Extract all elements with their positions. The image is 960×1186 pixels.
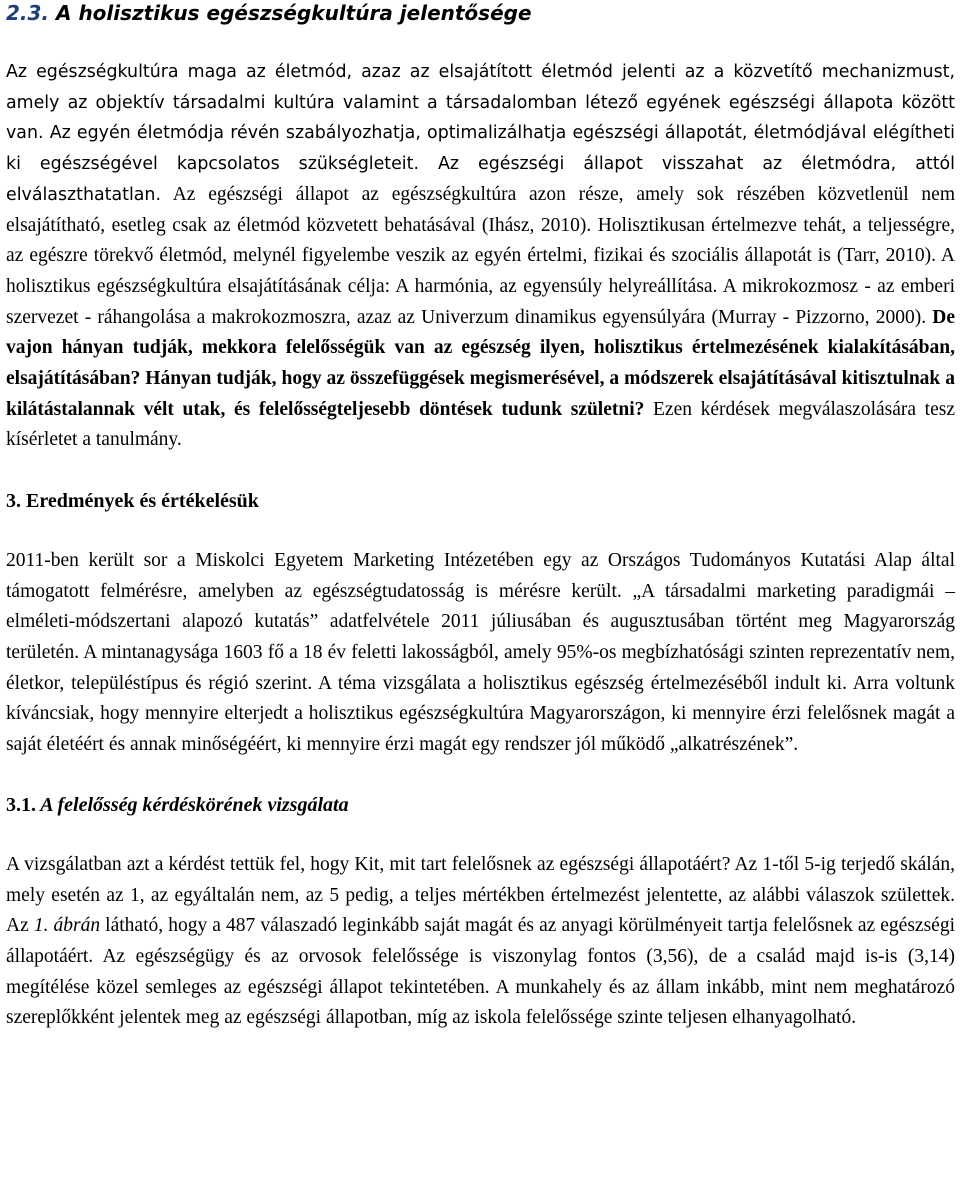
figure-reference[interactable]: 1. ábrán [33, 915, 101, 937]
paragraph-text-before: A vizsgálatban azt a kérdést tettük fel, hogy Kit, mit tart felelősnek az egészségi állapotáért? Az 1-től 5-ig terjedő skálán, mely esetén az 1, az egyáltalán nem, az 5 pedig, a teljes mértékben értelmezést jelentette, az alábbi válaszok születtek. Az [6, 854, 955, 937]
paragraph-sans-text: Az egészségkultúra maga az életmód, azaz az elsajátított életmód jelenti az a közvetítő mechanizmust, amely az objektív társadalmi kultúra valamint a társadalomban létező egyének egészségi állapota között van. Az egyén életmódja révén szabályozhatja, optimalizálhatja egészségi állapotát, életmódjával elégítheti ki egészségével kapcsolatos szükségleteit. Az egészségi állapot visszahat az életmódra, attól elválaszthatatlan. [6, 62, 955, 205]
paragraph-serif-text: Az egészségi állapot az egészségkultúra azon része, amely sok részében közvetlenül nem elsajátítható, esetleg csak az életmód közvetett behatásával (Ihász, 2010). Holisztikusan értelmezve tehát, a teljességre, az egészre törekvő életmód, melynél figyelembe veszik az egyén értelmi, fizikai és szociális állapotát is (Tarr, 2010). A holisztikus egészségkultúra elsajátításának célja: A harmónia, az egyensúly helyreállítása. A mikrokozmosz - az emberi szervezet - ráhangolása a makrokozmoszra, azaz az Univerzum dinamikus egyensúlyára (Murray - Pizzorno, 2000). [6, 183, 955, 328]
paragraph-bold-questions: De vajon hányan tudják, mekkora felelősségük van az egészség ilyen, holisztikus értelmezésének kialakításában, elsajátításában? Hányan tudják, hogy az összefüggések megismerésével, a módszerek elsajátításával kitisztulnak a kilátástalannak vélt utak, és felelősségteljesebb döntések tudunk születni? [6, 306, 955, 420]
section-heading-3 [6, 486, 955, 516]
section-number: 2.3. [6, 1, 50, 25]
section-title: A felelősség kérdéskörének vizsgálata [40, 794, 349, 817]
section-number: 3.1. [6, 794, 36, 817]
paragraph-survey-description: 2011-ben került sor a Miskolci Egyetem Marketing Intézetében egy az Országos Tudományos Kutatási Alap által támogatott felmérésre, amelyben az egészségtudatosság is mérésre került. „A társadalmi marketing paradigmái – elméleti-módszertani alapozó kutatás” adatfelvétele 2011 júliusában és augusztusában történt meg Magyarország területén. A mintanagysága 1603 fő a 18 év feletti lakosságból, amely 95%-os megbízhatósági szinten reprezentatív nem, életkor, településtípus és régió szerint. A téma vizsgálata a holisztikus egészség értelmezéséből indult ki. Arra voltunk kíváncsiak, hogy mennyire elterjedt a holisztikus egészségkultúra Magyarországon, ki mennyire érzi felelősnek magát a saját életéért és annak minőségéért, ki mennyire érzi magát egy rendszer jól működő „alkatrészének”. [6, 550, 955, 755]
section-heading-3-1 [6, 790, 955, 820]
section-heading-2-3 [6, 0, 955, 26]
section-number: 3. [6, 490, 21, 513]
document-page [6, 0, 955, 1034]
section-title: Eredmények és értékelésük [26, 490, 259, 513]
section-title: A holisztikus egészségkultúra jelentősége [56, 1, 532, 25]
paragraph-text-after: látható, hogy a 487 válaszadó leginkább saját magát és az anyagi körülményeit tartja felelősnek az egészségi állapotáért. Az egészségügy és az orvosok felelőssége is viszonylag fontos (3,56), de a család majd is-is (3,14) megítélése közel semleges az egészségi állapot tekintetében. A munkahely és az állam inkább, mint nem meghatározó szereplőkként jelentek meg az egészségi állapotban, míg az iskola felelőssége szinte teljesen elhanyagolható. [6, 915, 955, 1029]
paragraph-tail-text: Ezen kérdések megválaszolására tesz kísérletet a tanulmány. [6, 398, 955, 451]
paragraph-holistic-culture [6, 57, 955, 456]
paragraph-responsibility-results [6, 850, 955, 1034]
